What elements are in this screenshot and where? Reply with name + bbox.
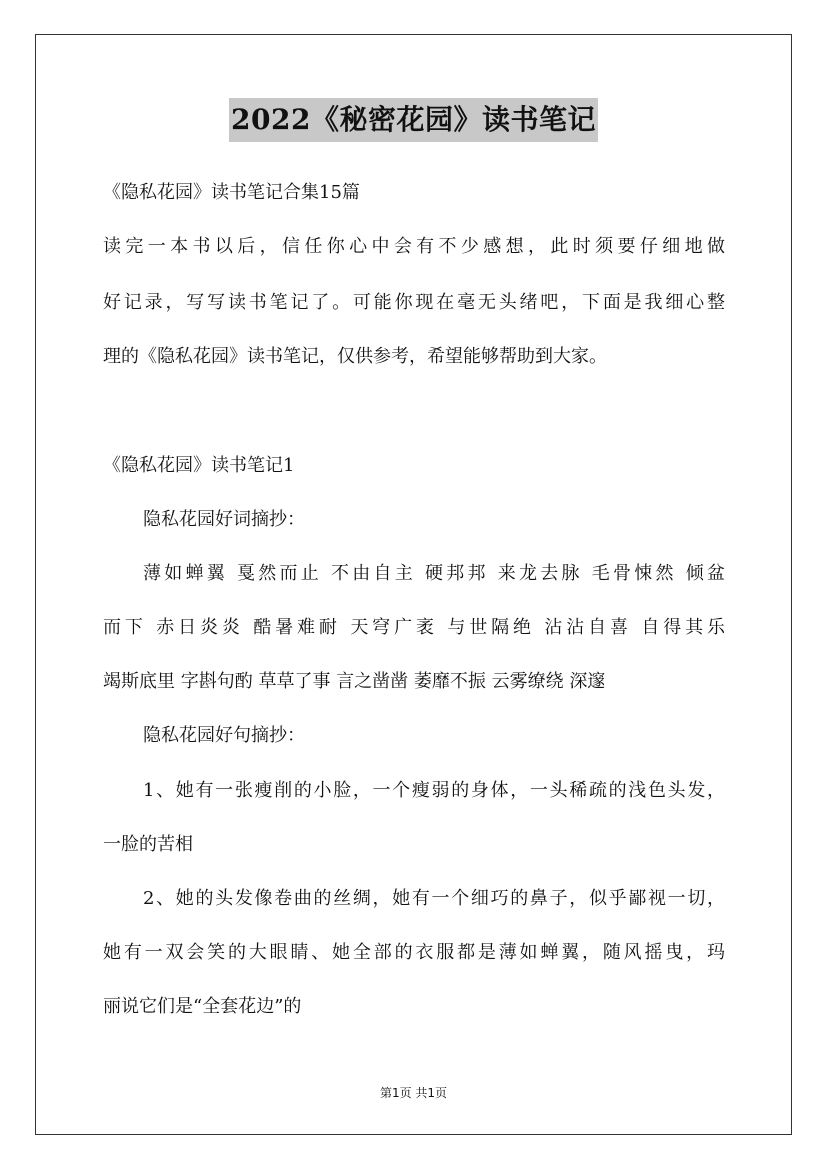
intro-line-3: 理的《隐私花园》读书笔记，仅供参考，希望能够帮助到大家。	[103, 346, 607, 367]
title-container	[0, 98, 827, 142]
sentence-line-4: 她有一双会笑的大眼睛、她全部的衣服都是薄如蝉翼，随风摇曳，玛	[103, 942, 725, 963]
words-label: 隐私花园好词摘抄：	[143, 509, 305, 530]
sentence-line-1: 1、她有一张瘦削的小脸，一个瘦弱的身体，一头稀疏的浅色头发，	[143, 780, 725, 801]
sentences-label: 隐私花园好句摘抄：	[143, 725, 305, 746]
intro-line-1: 读完一本书以后，信任你心中会有不少感想，此时须要仔细地做	[103, 236, 725, 257]
words-line-1: 薄如蝉翼 戛然而止 不由自主 硬邦邦 来龙去脉 毛骨悚然 倾盆	[143, 563, 725, 584]
words-line-2: 而下 赤日炎炎 酷暑难耐 天穹广袤 与世隔绝 沾沾自喜 自得其乐	[103, 617, 725, 638]
subtitle: 《隐私花园》读书笔记合集15篇	[103, 182, 360, 203]
sentence-line-3: 2、她的头发像卷曲的丝绸，她有一个细巧的鼻子，似乎鄙视一切，	[143, 888, 725, 909]
document-title: 2022《秘密花园》读书笔记	[229, 98, 598, 142]
section-heading: 《隐私花园》读书笔记1	[103, 455, 295, 476]
sentence-line-2: 一脸的苦相	[103, 834, 193, 855]
page-footer: 第1页 共1页	[379, 1086, 448, 1100]
intro-line-2: 好记录，写写读书笔记了。可能你现在毫无头绪吧，下面是我细心整	[103, 292, 725, 313]
words-line-3: 竭斯底里 字斟句酌 草草了事 言之凿凿 萎靡不振 云雾缭绕 深邃	[103, 671, 606, 692]
sentence-line-5: 丽说它们是“全套花边”的	[103, 996, 302, 1017]
